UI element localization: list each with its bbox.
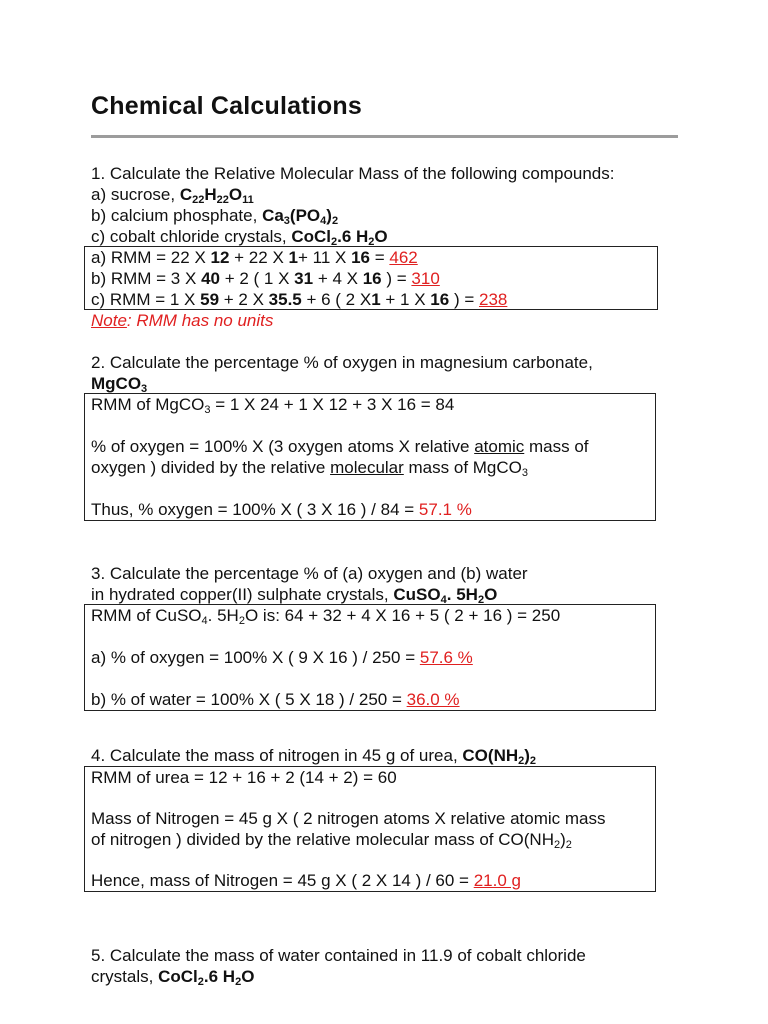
q5-prompt-1: 5. Calculate the mass of water contained in 11.9 of cobalt chloride bbox=[91, 946, 586, 965]
cobalt-chloride-formula: CoCl$_2$.6 $H_2O$ bbox=[291, 227, 388, 248]
q1-answer-box bbox=[84, 246, 658, 310]
page-title: Chemical Calculations bbox=[91, 92, 362, 120]
q1-item-b: b) calcium phosphate, $Ca_3(PO_4)_2$ bbox=[91, 206, 339, 227]
q2-answer-box bbox=[84, 393, 656, 521]
q1-prompt: 1. Calculate the Relative Molecular Mass of the following compounds: bbox=[91, 164, 615, 183]
q3-prompt-2: in hydrated copper(II) sulphate crystals, CuSO$_4$. $5H_2O$ bbox=[91, 585, 498, 606]
q3-rmm: RMM of CuSO$_4$. $5H_2O$ is: 64 + 32 + 4 X 16 + 5 ( 2 + 16 ) = 250 bbox=[91, 606, 561, 627]
q1-answer-b: b) RMM = 3 X 40 + 2 ( 1 X 31 + 4 X 16 ) = 310 bbox=[91, 269, 440, 288]
answer-value: 21.0 g bbox=[473, 871, 521, 890]
title-rule bbox=[91, 135, 678, 138]
answer-value: 57.6 % bbox=[419, 648, 473, 667]
q4-result: Hence, mass of Nitrogen = 45 g X ( 2 X 14 ) / 60 = 21.0 g bbox=[91, 871, 521, 890]
q1-item-c: c) cobalt chloride crystals, CoCl$_2$.6 $H_2O$ bbox=[91, 227, 388, 248]
q2-explanation-1: % of oxygen = 100% X (3 oxygen atoms X relative atomic mass of bbox=[91, 437, 589, 456]
q1-item-a: a) sucrose, $C_{22}H_{22}O_{11}$ bbox=[91, 185, 254, 206]
answer-value: 57.1 % bbox=[418, 500, 472, 519]
q1-answer-c: c) RMM = 1 X 59 + 2 X 35.5 + 6 ( 2 X1 + 1 X 16 ) = 238 bbox=[91, 290, 508, 309]
sucrose-formula: $C_{22}H_{22}O_{11}$ bbox=[179, 185, 254, 206]
q4-explanation-2: of nitrogen ) divided by the relative molecular mass of $CO(NH_2)_2$ bbox=[91, 830, 572, 851]
q1-answer-a: a) RMM = 22 X 12 + 22 X 1+ 11 X 16 = 462 bbox=[91, 248, 418, 267]
answer-value: 310 bbox=[411, 269, 440, 288]
q3-answer-box bbox=[84, 604, 656, 711]
q2-explanation-2: oxygen ) divided by the relative molecular mass of MgCO$_3$ bbox=[91, 458, 529, 479]
q2-result: Thus, % oxygen = 100% X ( 3 X 16 ) / 84 = 57.1 % bbox=[91, 500, 472, 519]
calcium-phosphate-formula: $Ca_3(PO_4)_2$ bbox=[262, 206, 339, 227]
answer-value: 36.0 % bbox=[406, 690, 460, 709]
answer-value: 462 bbox=[389, 248, 418, 267]
q1-note: Note: RMM has no units bbox=[91, 311, 274, 330]
q3-answer-b: b) % of water = 100% X ( 5 X 18 ) / 250 = 36.0 % bbox=[91, 690, 460, 709]
q2-rmm: RMM of MgCO$_3$ = 1 X 24 + 1 X 12 + 3 X 16 = 84 bbox=[91, 395, 455, 416]
q4-rmm: RMM of urea = 12 + 16 + 2 (14 + 2) = 60 bbox=[91, 768, 397, 787]
answer-value: 238 bbox=[478, 290, 508, 309]
q3-prompt-1: 3. Calculate the percentage % of (a) oxygen and (b) water bbox=[91, 564, 528, 583]
q2-formula: MgCO$_3$ bbox=[91, 374, 148, 395]
q4-answer-box bbox=[84, 766, 656, 892]
q2-prompt: 2. Calculate the percentage % of oxygen in magnesium carbonate, bbox=[91, 353, 593, 372]
q4-prompt: 4. Calculate the mass of nitrogen in 45 g of urea, $CO(NH_2)_2$ bbox=[91, 746, 537, 767]
q4-explanation-1: Mass of Nitrogen = 45 g X ( 2 nitrogen atoms X relative atomic mass bbox=[91, 809, 606, 828]
q3-answer-a: a) % of oxygen = 100% X ( 9 X 16 ) / 250 = 57.6 % bbox=[91, 648, 473, 667]
q5-prompt-2: crystals, CoCl$_2$.6 $H_2O$ bbox=[91, 967, 255, 988]
